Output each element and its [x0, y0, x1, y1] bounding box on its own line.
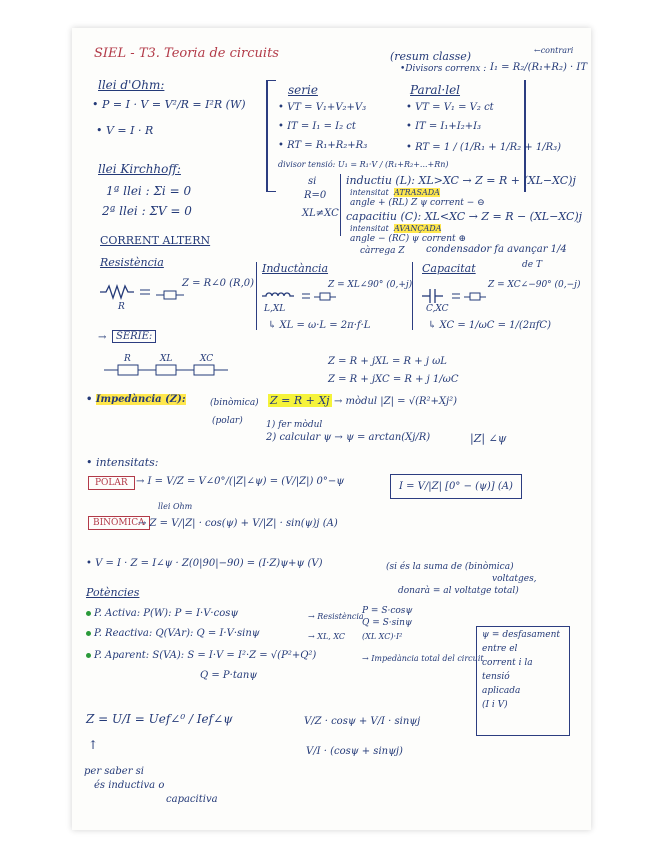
polar-eq: → I = V/Z = V∠0°/(|Z|∠ψ) = (V/|Z|) 0°−ψ [136, 476, 345, 487]
serie-arrow: → [98, 332, 107, 343]
divisors-note: •Divisors correnx : [400, 64, 487, 74]
divisor-formula: I₁ = R₂/(R₁+R₂) · IT [490, 62, 588, 73]
condensador-note: condensador fa avançar 1/4 [426, 244, 567, 255]
p-reactiva-text: P. Reactiva: Q(VAr): Q = I·V·sinψ [94, 628, 260, 639]
bracket-bottom-left [266, 191, 276, 192]
pq-1: P = S·cosψ [362, 606, 413, 616]
bullet-icon [86, 631, 91, 636]
voltage-note-3: donarà = al voltatge total) [398, 586, 519, 596]
desfasament-1: ψ = desfasament [482, 630, 560, 640]
serie-xl-label: XL [160, 354, 173, 364]
pq-2: Q = S·sinψ [362, 618, 413, 628]
capacitiu-sub: intensitat [350, 224, 389, 233]
ohm-power: • P = I · V = V²/R = I²R (W) [92, 98, 246, 111]
notes-page [72, 28, 591, 830]
impedancia-step2: 2) calcular ψ → ψ = arctan(Xj/R) [266, 432, 431, 443]
inductancia-z: Z = XL∠90° (0,+j) [328, 280, 413, 290]
inductancia-title: Inductància [262, 262, 329, 275]
cases-xlxc: XL≠XC [302, 208, 339, 219]
polar-badge: POLAR [88, 476, 135, 490]
contrari-note: ←contrari [534, 46, 574, 55]
capacitiu-eq: capacitiu (C): XL<XC → Z = R − (XL−XC)j [346, 210, 583, 223]
capacitat-title: Capacitat [422, 262, 476, 275]
desfasament-2: entre el [482, 644, 518, 654]
kirchhoff-title: llei Kirchhoff: [98, 162, 181, 176]
impedancia-binomica: (binòmica) [210, 398, 259, 408]
cases-si: si [308, 176, 317, 187]
binomica-badge: BINÒMICA [88, 516, 150, 530]
divider-2 [412, 262, 413, 330]
impedancia-result: |Z| ∠ψ [470, 432, 507, 445]
binomica-eq: → Z = V/|Z| · cos(ψ) + V/|Z| · sin(ψ)j (A) [138, 518, 338, 529]
serie-xc-label: XC [200, 354, 214, 364]
resum-note: (resum classe) [390, 50, 472, 63]
bullet-icon [86, 653, 91, 658]
capacitat-xc: ↳ XC = 1/ωC = 1/(2πfC) [428, 320, 551, 331]
capacitor-label: C,XC [426, 304, 449, 314]
paralel-rt: • RT = 1 / (1/R₁ + 1/R₂ + 1/R₃) [406, 142, 562, 153]
desfasament-4: tensió [482, 672, 510, 682]
serie-vt: • VT = V₁+V₂+V₃ [278, 102, 367, 113]
carrega-note: càrrega Z [360, 246, 405, 256]
capacitiu-angle: angle − (RC) ψ corrent ⊕ [350, 234, 467, 244]
inductiu-highlight: ATRASADA [394, 188, 440, 197]
de-t-note: de T [522, 260, 542, 270]
page-title: SIEL - T3. Teoria de circuits [94, 46, 279, 61]
pq-3: (XL XC)·I² [362, 632, 403, 641]
serie-title: serie [288, 83, 318, 97]
bottom-note-3: capacitiva [166, 794, 218, 805]
p-activa-text: P. Activa: P(W): P = I·V·cosψ [94, 608, 239, 619]
bottom-eq-1: V/Z · cosψ + V/I · sinψj [304, 716, 421, 727]
intensitats-title: • intensitats: [86, 456, 159, 469]
paralel-title: Paral·lel [410, 83, 461, 97]
q-tan: Q = P·tanψ [200, 670, 258, 681]
voltage-note-1: (si és la suma de (binòmica) [386, 562, 514, 572]
inductiu-eq: inductiu (L): XL>XC → Z = R + (XL−XC)j [346, 174, 576, 187]
p-reactiva-note: → XL, XC [308, 632, 346, 641]
desfasament-6: (I i V) [482, 700, 508, 710]
impedancia-polar: (polar) [212, 416, 243, 426]
potencies-title: Potències [86, 586, 140, 599]
inductancia-xl: ↳ XL = ω·L = 2π·f·L [268, 320, 371, 331]
capacitat-z: Z = XC∠−90° (0,−j) [488, 280, 581, 290]
serie-rt: • RT = R₁+R₂+R₃ [278, 140, 368, 151]
impedancia-title: • Impedància (Z): [86, 394, 186, 405]
corrent-altern-title: CORRENT ALTERN [100, 234, 211, 247]
serie-z1: Z = R + jXL = R + j ωL [328, 356, 447, 367]
desfasament-5: aplicada [482, 686, 521, 696]
resistor-label: R [118, 302, 125, 312]
paralel-it: • IT = I₁+I₂+I₃ [406, 121, 482, 132]
ohm-voltage: • V = I · R [96, 124, 154, 137]
impedancia-modul: → mòdul |Z| = √(R²+Xj²) [334, 396, 458, 407]
voltage-note-2: voltatges, [492, 574, 537, 584]
inductiu-sub: intensitat [350, 188, 389, 197]
kirchhoff-second: 2ª llei : ΣV = 0 [102, 204, 192, 218]
bracket-top-left [266, 80, 276, 81]
up-arrow: ↑ [88, 738, 99, 752]
desfasament-3: corrent i la [482, 658, 533, 668]
serie-divisor: divisor tensió: U₁ = R₁·V / (R₁+R₂+...+Rn) [278, 160, 449, 169]
p-activa-note: → Resistència [308, 612, 364, 621]
z-formula: Z = U/I = Uef∠⁰ / Ief∠ψ [86, 712, 233, 726]
p-reactiva [86, 628, 260, 639]
serie-r-label: R [124, 354, 131, 364]
cases-brace [340, 174, 341, 236]
serie-it: • IT = I₁ = I₂ ct [278, 121, 356, 132]
inductor-label: L,XL [264, 304, 286, 314]
p-aparent [86, 650, 316, 661]
impedancia-title-text: Impedància (Z): [95, 394, 186, 405]
resistencia-title: Resistència [100, 256, 164, 269]
serie-z2: Z = R + jXC = R + j 1/ωC [328, 374, 459, 385]
paralel-vt: • VT = V₁ = V₂ ct [406, 102, 494, 113]
divider-1 [256, 262, 257, 330]
resistencia-z: Z = R∠0 (R,0) [182, 278, 255, 289]
bottom-note-1: per saber si [84, 766, 144, 777]
serie-box-label: SERIE: [112, 330, 156, 343]
p-activa [86, 608, 238, 619]
kirchhoff-first: 1ª llei : Σi = 0 [106, 184, 192, 198]
intensity-box-eq: I = V/|Z| [0° − (ψ)] (A) [390, 474, 522, 499]
p-aparent-text: P. Aparent: S(VA): S = I·V = I²·Z = √(P²+Q²) [94, 650, 317, 661]
cases-r0: R=0 [304, 190, 327, 201]
bottom-note-2: és inductiva o [94, 780, 165, 791]
llei-ohm-note: llei Ohm [158, 502, 193, 511]
bottom-eq-2: V/I · (cosψ + sinψj) [306, 746, 403, 757]
impedancia-eq: Z = R + Xj [270, 394, 330, 407]
p-aparent-note: → Impedància total del circuit [362, 654, 484, 663]
serie-bracket-left [266, 80, 268, 192]
ohm-title: llei d'Ohm: [98, 78, 165, 92]
inductiu-angle: angle + (RL) Z ψ corrent − ⊖ [350, 198, 485, 208]
impedancia-step1: 1) fer mòdul [266, 420, 323, 430]
voltage-eq: • V = I · Z = I∠ψ · Z(0|90|−90) = (I·Z)ψ+ψ (V) [86, 558, 323, 569]
capacitiu-highlight: AVANÇADA [394, 224, 442, 233]
bullet-icon [86, 611, 91, 616]
